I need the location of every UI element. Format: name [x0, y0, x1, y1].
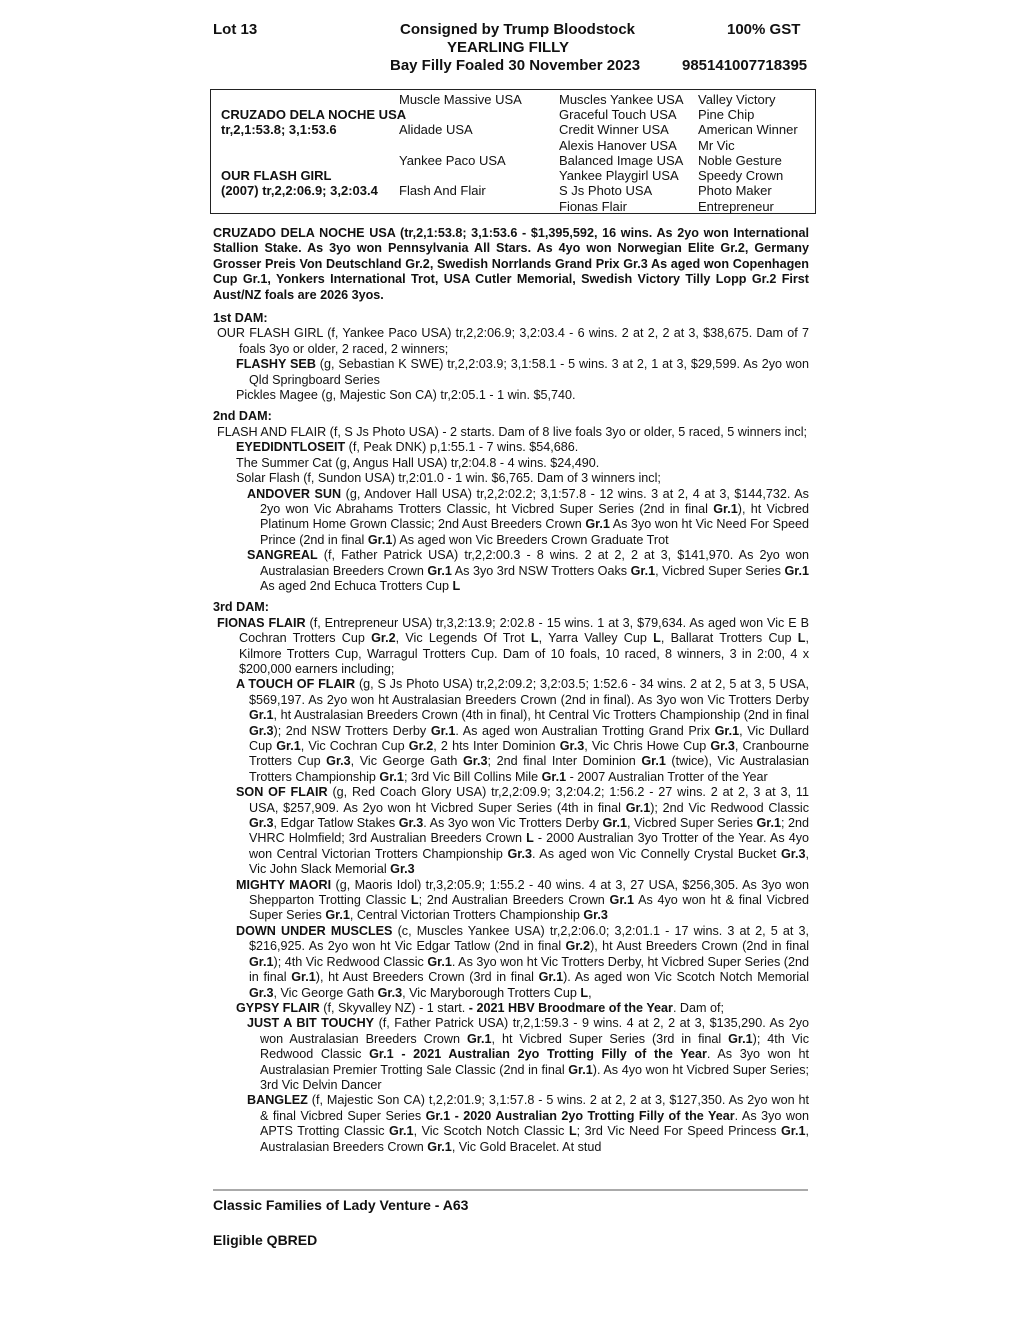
horse-name: FIONAS FLAIR — [217, 615, 306, 630]
produce-entry: SANGREAL (f, Father Patrick USA) tr,2,2:00.3 - 8 wins. 2 at 2, 2 at 3, $141,970. As 2yo won Australasian Breeders Crown Gr.1 As 3yo 3rd NSW Trotters Oaks Gr.1, Vicbred Super Series Gr.1 As aged 2nd Echuca Trotters Cup L — [247, 548, 809, 593]
pedigree-gen4: American Winner — [698, 122, 798, 137]
pedigree-gen3: Balanced Image USA — [559, 153, 684, 168]
third-dam-heading: 3rd DAM: — [213, 600, 269, 615]
produce-entry: EYEDIDNTLOSEIT (f, Peak DNK) p,1:55.1 - 7 wins. $54,686. — [236, 440, 579, 455]
third-dam-entry: FIONAS FLAIR (f, Entrepreneur USA) tr,3,2:13.9; 2:02.8 - 15 wins. 1 at 3, $79,634. As aged won Vic E B Cochran Trotters Cup Gr.2, Vic Legends Of Trot L, Yarra Valley Cup L, Ballarat Trotters Cup L, Kilmore Trotters Cup, Warragul Trotters Cup. Dam of 10 foals, 10 raced, 8 winners, 3 in 2:00, 4 x $200,000 earners including; — [217, 615, 809, 676]
produce-entry: GYPSY FLAIR (f, Skyvalley NZ) - 1 start. - 2021 HBV Broodmare of the Year. Dam of; — [236, 1000, 725, 1015]
pedigree-sire-record: tr,2,1:53.8; 3,1:53.6 — [221, 122, 337, 137]
horse-name: FLASHY SEB — [236, 357, 316, 372]
pedigree-gen2: Yankee Paco USA — [399, 153, 506, 168]
pedigree-gen4: Photo Maker — [698, 183, 772, 198]
pedigree-gen2: Alidade USA — [399, 122, 473, 137]
pedigree-gen2: Flash And Flair — [399, 183, 486, 198]
gst-label: 100% GST — [727, 21, 801, 38]
first-dam-entry: OUR FLASH GIRL (f, Yankee Paco USA) tr,2,2:06.9; 3,2:03.4 - 6 wins. 2 at 2, 2 at 3, $38,675. Dam of 7 foals 3yo or older, 2 raced, 2 winners; — [217, 326, 809, 356]
horse-name: A TOUCH OF FLAIR — [236, 677, 356, 692]
produce-entry: A TOUCH OF FLAIR (g, S Js Photo USA) tr,2,2:09.2; 3,2:03.5; 1:52.6 - 34 wins. 2 at 2, 5 at 3, 5 USA, $569,197. As 2yo won ht Australasian Breeders Crown (2nd in final). As 3yo won Vic Trotters Derby Gr.1, ht Australasian Breeders Crown (4th in final), ht Central Vic Trotters Championship (2nd in final Gr.3); 2nd NSW Trotters Derby Gr.1. As aged won Australian Trotting Grand Prix Gr.1, Vic Dullard Cup Gr.1, Vic Cochran Cup Gr.2, 2 hts Inter Dominion Gr.3, Vic Chris Howe Cup Gr.3, Cranbourne Trotters Cup Gr.3, Vic George Gath Gr.3; 2nd final Inter Dominion Gr.1 (twice), Vic Australasian Trotters Championship Gr.1; 3rd Vic Bill Collins Mile Gr.1 - 2007 Australian Trotter of the Year — [236, 677, 810, 784]
pedigree-gen3: Fionas Flair — [559, 199, 627, 214]
pedigree-gen4: Speedy Crown — [698, 168, 784, 183]
produce-entry: JUST A BIT TOUCHY (f, Father Patrick USA) tr,2,1:59.3 - 9 wins. 4 at 2, 2 at 3, $135,290. As 2yo won Australasian Breeders Crown Gr.1, ht Vicbred Super Series (3rd in final Gr.1); 4th Vic Redwood Classic Gr.1 - 2021 Australian 2yo Trotting Filly of the Year. As 3yo won ht Australasian Premier Trotting Sale Classic (2nd in final Gr.1). As 4yo won ht Vicbred Super Series; 3rd Vic Delvin Dancer — [247, 1016, 810, 1092]
foaled-label: Bay Filly Foaled 30 November 2023 — [390, 57, 641, 74]
produce-entry: MIGHTY MAORI (g, Maoris Idol) tr,3,2:05.9; 1:55.2 - 40 wins. 4 at 3, 27 USA, $256,305. As 3yo won Shepparton Trotting Classic L; 2nd Australian Breeders Crown Gr.1 As 4yo won ht & final Vicbred Super Series Gr.1, Central Victorian Trotters Championship Gr.3 — [236, 877, 810, 923]
second-dam-entry: FLASH AND FLAIR (f, S Js Photo USA) - 2 starts. Dam of 8 live foals 3yo or older, 5 raced, 5 winners incl; — [217, 424, 808, 439]
horse-name: EYEDIDNTLOSEIT — [236, 440, 346, 455]
sire-paragraph: CRUZADO DELA NOCHE USA (tr,2,1:53.8; 3,1:53.6 - $1,395,592, 16 wins. As 2yo won International Stallion Stake. As 3yo won Pennsylvania All Stars. As 4yo won Norwegian Elite Gr.2, Germany Grosser Preis Von Deutschland Gr.2, Swedish Norrlands Grand Prix Gr.3 As aged won Copenhagen Cup Gr.1, Yonkers International Trot, USA Cutler Memorial, Swedish Victory Tilly Lopp Gr.2 First Aust/NZ foals are 2026 3yos. — [213, 226, 809, 302]
pedigree-gen4: Pine Chip — [698, 107, 755, 122]
sex-label: YEARLING FILLY — [447, 39, 569, 56]
consignor: Consigned by Trump Bloodstock — [400, 21, 636, 38]
pedigree-gen3: Muscles Yankee USA — [559, 92, 684, 107]
pedigree-gen3: Credit Winner USA — [559, 122, 669, 137]
produce-entry: DOWN UNDER MUSCLES (c, Muscles Yankee USA) tr,2,2:06.0; 3,2:01.1 - 17 wins. 3 at 2, 5 at 3, $216,925. As 2yo won ht Vic Edgar Tatlow (2nd in final Gr.2), ht Aust Breeders Crown (2nd in final Gr.1); 4th Vic Redwood Classic Gr.1. As 3yo won ht Vic Trotters Derby, ht Vicbred Super Series (2nd in final Gr.1), ht Aust Breeders Crown (3rd in final Gr.1). As aged won Vic Scotch Notch Memorial Gr.3, Vic George Gath Gr.3, Vic Maryborough Trotters Cup L, — [236, 923, 810, 1000]
horse-name: MIGHTY MAORI — [236, 877, 332, 892]
horse-name: GYPSY FLAIR — [236, 1000, 320, 1015]
pedigree-gen3: S Js Photo USA — [559, 183, 653, 198]
pedigree-box — [210, 89, 816, 214]
horse-name: DOWN UNDER MUSCLES — [236, 923, 393, 938]
pedigree-dam-record: (2007) tr,2,2:06.9; 3,2:03.4 — [221, 183, 378, 198]
pedigree-sire: CRUZADO DELA NOCHE USA — [221, 107, 407, 122]
produce-entry: The Summer Cat (g, Angus Hall USA) tr,2:04.8 - 4 wins. $24,490. — [236, 455, 600, 470]
produce-entry: Solar Flash (f, Sundon USA) tr,2:01.0 - 1 win. $6,765. Dam of 3 winners incl; — [236, 471, 661, 486]
lot-number: Lot 13 — [213, 21, 258, 38]
pedigree-gen4: Mr Vic — [698, 138, 735, 153]
pedigree-gen3: Yankee Playgirl USA — [559, 168, 679, 183]
horse-name: ANDOVER SUN — [247, 486, 342, 501]
catalogue-body — [213, 226, 809, 1155]
produce-entry: BANGLEZ (f, Majestic Son CA) t,2,2:01.9; 3,1:57.8 - 5 wins. 2 at 2, 2 at 3, $127,350. As 2yo won ht & final Vicbred Super Series Gr.1 - 2020 Australian 2yo Trotting Filly of the Year. As 3yo won APTS Trotting Classic Gr.1, Vic Scotch Notch Classic L; 3rd Vic Need For Speed Princess Gr.1, Australasian Breeders Crown Gr.1, Vic Gold Bracelet. At stud — [247, 1093, 809, 1154]
horse-name: SANGREAL — [247, 548, 318, 563]
pedigree-gen2: Muscle Massive USA — [399, 92, 522, 107]
pedigree-gen3: Alexis Hanover USA — [559, 138, 677, 153]
second-dam-heading: 2nd DAM: — [213, 409, 272, 424]
produce-entry: SON OF FLAIR (g, Red Coach Glory USA) tr,2,2:09.9; 3,2:04.2; 1:56.2 - 27 wins. 2 at 2, 3 at 3, 11 USA, $257,909. As 2yo won ht Vicbred Super Series (4th in final Gr.1); 2nd Vic Redwood Classic Gr.3, Edgar Tatlow Stakes Gr.3. As 3yo won Vic Trotters Derby Gr.1, Vicbred Super Series Gr.1; 2nd VHRC Holmfield; 3rd Australian Breeders Crown L - 2000 Australian 3yo Trotter of the Year. As 4yo won Central Victorian Trotters Championship Gr.3. As aged won Vic Connelly Crystal Bucket Gr.3, Vic John Slack Memorial Gr.3 — [236, 785, 810, 877]
horse-name: BANGLEZ — [247, 1093, 308, 1108]
pedigree-gen3: Graceful Touch USA — [559, 107, 677, 122]
produce-entry: FLASHY SEB (g, Sebastian K SWE) tr,2,2:03.9; 3,1:58.1 - 5 wins. 3 at 2, 1 at 3, $29,599. As 2yo won Qld Springboard Series — [236, 357, 809, 387]
pedigree-dam: OUR FLASH GIRL — [221, 168, 332, 183]
produce-entry: Pickles Magee (g, Majestic Son CA) tr,2:05.1 - 1 win. $5,740. — [236, 388, 576, 403]
first-dam-heading: 1st DAM: — [213, 311, 268, 326]
horse-name: OUR FLASH GIRL — [217, 326, 323, 341]
eligibility-label: Eligible QBRED — [213, 1232, 318, 1248]
microchip-number: 985141007718395 — [682, 57, 808, 74]
horse-name: SON OF FLAIR — [236, 785, 328, 800]
pedigree-gen4: Entrepreneur — [698, 199, 774, 214]
pedigree-gen4: Noble Gesture — [698, 153, 782, 168]
horse-name: JUST A BIT TOUCHY — [247, 1016, 375, 1031]
pedigree-gen4: Valley Victory — [698, 92, 776, 107]
divider — [213, 1189, 808, 1191]
produce-entry: ANDOVER SUN (g, Andover Hall USA) tr,2,2:02.2; 3,1:57.8 - 12 wins. 3 at 2, 4 at 3, $144,732. As 2yo won Vic Abrahams Trotters Classic, ht Vicbred Super Series (2nd in final Gr.1), ht Vicbred Platinum Home Grown Classic; 2nd Aust Breeders Crown Gr.1 As 3yo won ht Vic Need For Speed Prince (2nd in final Gr.1) As aged won Vic Breeders Crown Graduate Trot — [247, 486, 810, 547]
family-label: Classic Families of Lady Venture - A63 — [213, 1197, 469, 1213]
